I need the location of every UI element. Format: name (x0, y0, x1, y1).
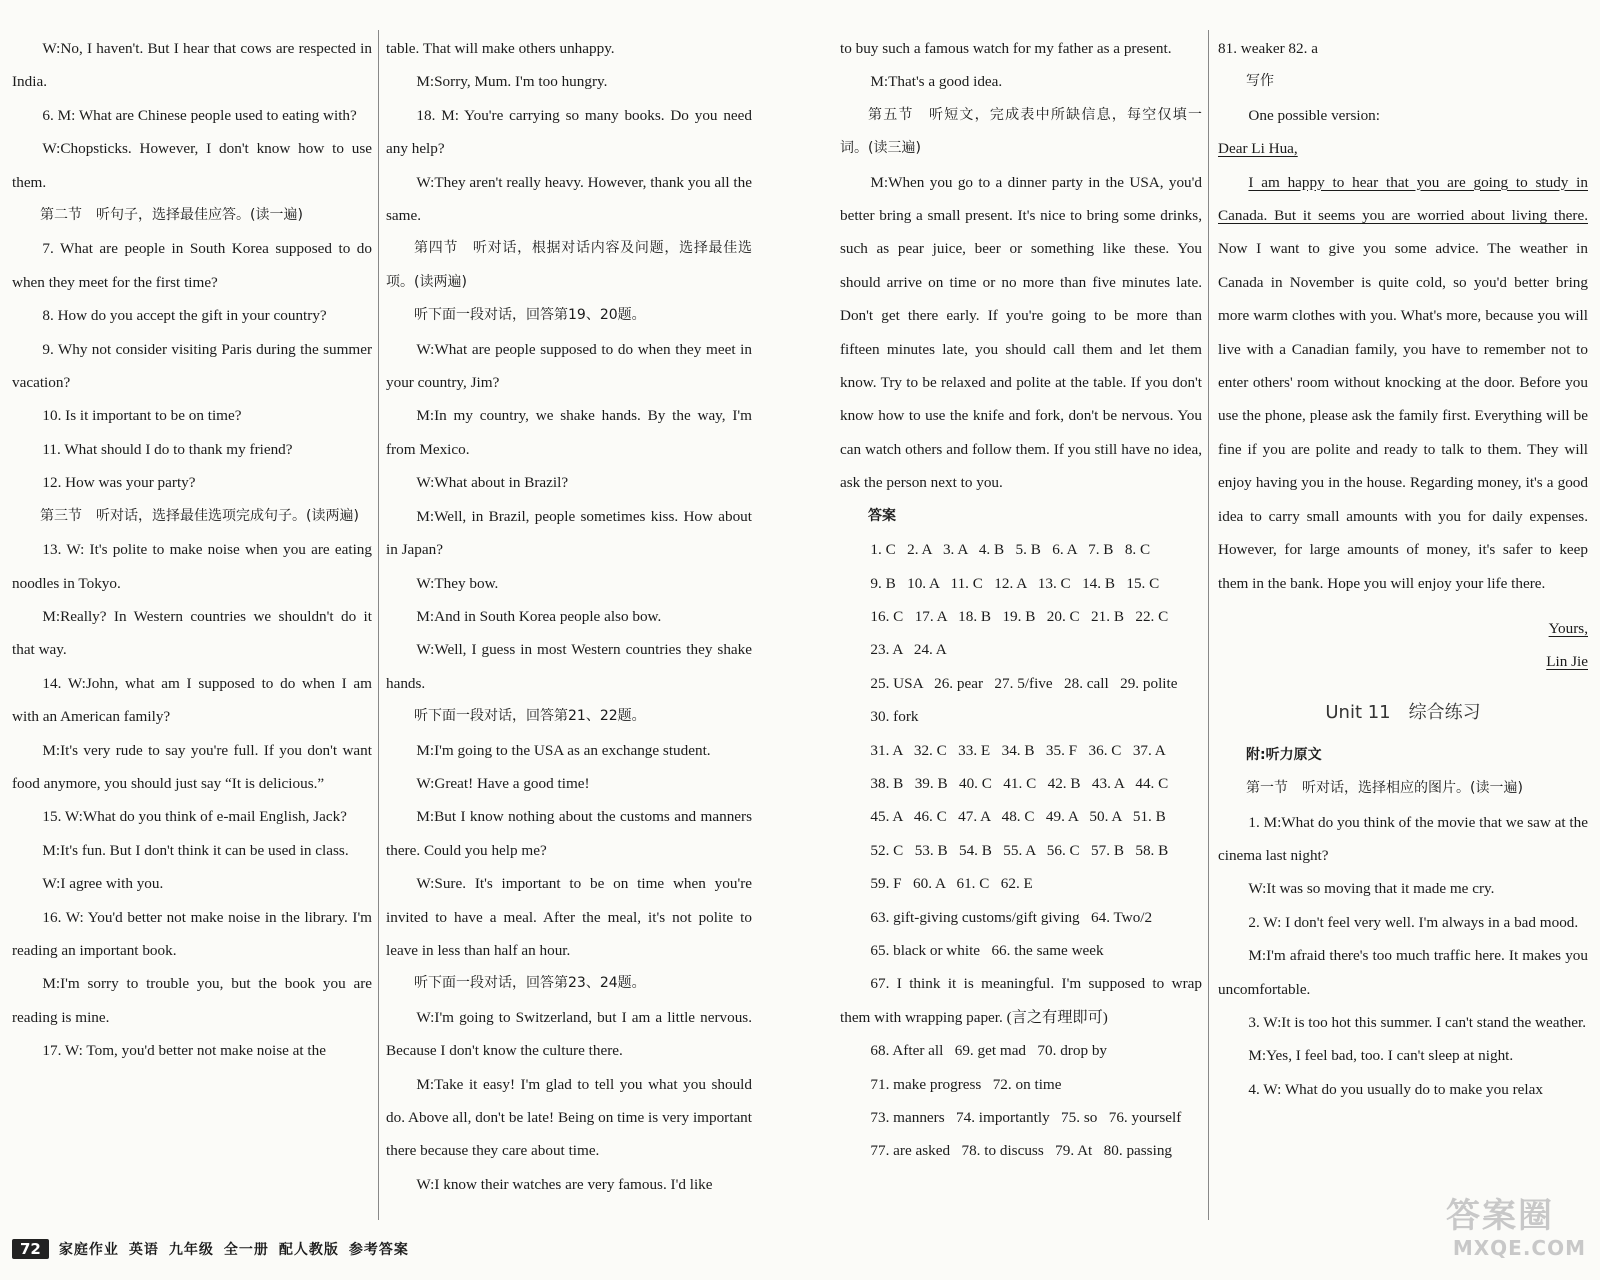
footer-text: 全一册 (223, 1242, 269, 1258)
text-line: M:Yes, I feel bad, too. I can't sleep at night. (1248, 1047, 1514, 1065)
column-3 (840, 32, 1202, 1168)
page-number: 72 (12, 1239, 49, 1259)
text-line: W:What about in Brazil? (416, 474, 569, 492)
text-line: 10. Is it important to be on time? (42, 407, 242, 425)
text-line: M:It's very rude to say you're full. If you don't want food anymore, you should just say “It is delicious.” (12, 741, 372, 792)
page-footer (12, 1236, 409, 1262)
text-line: M:Really? In Western countries we shouldn't do it that way. (12, 607, 372, 659)
answer-line: 30. fork (870, 708, 919, 726)
answer-line: 16. C 17. A 18. B 19. B 20. C 21. B 22. C (870, 607, 1169, 625)
text-line: M:I'm sorry to trouble you, but the book you are reading is mine. (12, 975, 372, 1026)
section-heading: 第二节 听句子，选择最佳应答。(读一遍) (40, 207, 303, 224)
text-line: W:What are people supposed to do when they meet in your country, Jim? (386, 340, 752, 392)
text-line: M:Well, in Brazil, people sometimes kiss. How about in Japan? (386, 507, 752, 559)
text-line: 11. What should I do to thank my friend? (42, 440, 293, 458)
instruction: 听下面一段对话，回答第19、20题。 (414, 307, 646, 324)
section-heading: 第三节 听对话，选择最佳选项完成句子。(读两遍) (40, 507, 359, 524)
column-divider (378, 30, 379, 1220)
column-2 (386, 32, 752, 1201)
footer-text: 九年级 (168, 1242, 214, 1258)
text-line: W:No, I haven't. But I hear that cows are respected in India. (12, 40, 372, 91)
text-line: 3. W:It is too hot this summer. I can't stand the weather. (1248, 1013, 1587, 1031)
text-line: W:I agree with you. (42, 875, 164, 893)
letter-underlined-text: I am happy to hear that you are going to study in Canada. But it seems you are worried about living there. (1218, 173, 1588, 225)
passage-text: M:When you go to a dinner party in the USA, you'd better bring a small present. It's nice to bring some drinks, such as pear juice, beer or something like these. You should arrive on time or no more than five minutes late. Don't get there early. If you're going to be more than fifteen minutes late, you should call them and let them know. Try to be relaxed and polite at the table. If you don't know how to use the knife and fork, don't be nervous. You can watch others and follow them. If you still have no idea, ask the person next to you. (840, 173, 1202, 492)
answer-line: 67. I think it is meaningful. I'm supposed to wrap them with wrapping paper. (言之有理即可) (840, 975, 1202, 1026)
text-line: table. That will make others unhappy. (386, 40, 615, 57)
text-line: 9. Why not consider visiting Paris during the summer vacation? (12, 340, 372, 392)
writing-heading: 写作 (1246, 73, 1274, 90)
answer-line: 71. make progress 72. on time (870, 1075, 1062, 1093)
footer-text: 配人教版 (278, 1242, 339, 1258)
footer-text: 参考答案 (348, 1242, 409, 1258)
letter-signature: Lin Jie (1546, 653, 1588, 671)
text-line: 7. What are people in South Korea supposed to do when they meet for the first time? (12, 240, 372, 291)
text-line: 4. W: What do you usually do to make you relax (1248, 1080, 1543, 1098)
letter-closing: Yours, (1548, 619, 1588, 637)
answer-line: 63. gift-giving customs/gift giving 64. Two/2 (870, 908, 1153, 926)
text-line: 6. M: What are Chinese people used to eating with? (42, 106, 357, 124)
text-line: 12. How was your party? (42, 474, 196, 492)
footer-text: 家庭作业 (58, 1242, 119, 1258)
text-line: M:In my country, we shake hands. By the way, I'm from Mexico. (386, 407, 752, 458)
text-line: W:I'm going to Switzerland, but I am a little nervous. Because I don't know the culture there. (386, 1008, 752, 1060)
answer-line: 59. F 60. A 61. C 62. E (870, 875, 1033, 893)
footer-text: 英语 (128, 1242, 159, 1258)
instruction: 听下面一段对话，回答第23、24题。 (414, 975, 646, 992)
text-line: M:I'm afraid there's too much traffic here. It makes you uncomfortable. (1218, 947, 1588, 998)
answer-line: 23. A 24. A (870, 641, 947, 659)
answer-line: 38. B 39. B 40. C 41. C 42. B 43. A 44. C (870, 774, 1169, 792)
text-line: W:They bow. (416, 574, 499, 592)
text-line: 2. W: I don't feel very well. I'm always in a bad mood. (1248, 913, 1579, 931)
answer-line: 31. A 32. C 33. E 34. B 35. F 36. C 37. A (870, 741, 1166, 759)
text-line: M:That's a good idea. (870, 73, 1003, 91)
watermark-text: 答案圈 (1446, 1196, 1554, 1236)
text-line: M:And in South Korea people also bow. (416, 607, 662, 625)
text-line: M:It's fun. But I don't think it can be used in class. (42, 841, 349, 859)
text-line: 17. W: Tom, you'd better not make noise at the (42, 1042, 326, 1060)
text-line: M:I'm going to the USA as an exchange student. (416, 741, 711, 759)
unit-title: Unit 11 综合练习 (1325, 701, 1481, 723)
text-line: M:Sorry, Mum. I'm too hungry. (416, 73, 608, 91)
text-line: 16. W: You'd better not make noise in the library. I'm reading an important book. (12, 908, 372, 959)
text-line: 14. W:John, what am I supposed to do when I am with an American family? (12, 674, 372, 726)
instruction: 听下面一段对话，回答第21、22题。 (414, 708, 646, 725)
section-heading: 第五节 听短文，完成表中所缺信息，每空仅填一词。(读三遍) (840, 106, 1202, 157)
letter-body (1218, 166, 1588, 600)
text-line: W:They aren't really heavy. However, thank you all the same. (386, 173, 752, 225)
text-line: W:Well, I guess in most Western countries they shake hands. (386, 641, 752, 692)
letter-text: Now I want to give you some advice. The weather in Canada in November is quite cold, so you'd better bring more warm clothes with you. What's more, because you will live with a Canadian family, you have to remember not to enter others' room without knocking at the door. Before you use the phone, please ask the family first. Everything will be fine if you are polite and ready to talk to them. They will enjoy having you in the house. Regarding money, it's a good idea to carry small amounts with you for daily expenses. However, for large amounts of money, it's safer to keep them in the bank. Hope you will enjoy your life there. (1218, 240, 1588, 592)
text-line: 18. M: You're carrying so many books. Do you need any help? (386, 106, 752, 158)
answer-line: 68. After all 69. get mad 70. drop by (870, 1042, 1108, 1060)
answer-line: 9. B 10. A 11. C 12. A 13. C 14. B 15. C (870, 574, 1160, 592)
answers-heading: 答案 (868, 507, 896, 524)
answer-line: 81. weaker 82. a (1218, 40, 1318, 57)
answer-line: 52. C 53. B 54. B 55. A 56. C 57. B 58. B (870, 841, 1169, 859)
text-line: 13. W: It's polite to make noise when you are eating noodles in Tokyo. (12, 541, 372, 592)
text-line: 8. How do you accept the gift in your country? (42, 307, 327, 325)
answer-line: 65. black or white 66. the same week (870, 941, 1104, 959)
text-line: M:But I know nothing about the customs and manners there. Could you help me? (386, 808, 752, 859)
text-line: W:Chopsticks. However, I don't know how to use them. (12, 140, 372, 191)
text-line: to buy such a famous watch for my father as a present. (840, 40, 1172, 57)
watermark-url: MXQE.COM (1452, 1236, 1586, 1260)
text-line: M:Take it easy! I'm glad to tell you what you should do. Above all, don't be late! Being on time is very important there because they care about time. (386, 1075, 752, 1160)
letter-salutation: Dear Li Hua, (1218, 140, 1298, 158)
answer-line: 45. A 46. C 47. A 48. C 49. A 50. A 51. B (870, 808, 1166, 826)
text-line: 1. M:What do you think of the movie that we saw at the cinema last night? (1218, 813, 1588, 864)
watermark-logo (1446, 1196, 1586, 1276)
column-1 (12, 32, 372, 1068)
appendix-heading: 附:听力原文 (1246, 746, 1322, 763)
answer-line: 73. manners 74. importantly 75. so 76. yourself (870, 1109, 1182, 1126)
section-heading: 第一节 听对话，选择相应的图片。(读一遍) (1246, 780, 1523, 797)
text-line: W:I know their watches are very famous. I'd like (416, 1175, 713, 1193)
answer-line: 1. C 2. A 3. A 4. B 5. B 6. A 7. B 8. C (870, 541, 1151, 559)
text-line: W:Great! Have a good time! (416, 774, 590, 792)
text-line: 15. W:What do you think of e-mail English, Jack? (42, 808, 347, 826)
text-line: W:Sure. It's important to be on time when you're invited to have a meal. After the meal, it's not polite to leave in less than half an hour. (386, 875, 752, 959)
answer-line: 25. USA 26. pear 27. 5/five 28. call 29. polite (870, 674, 1178, 692)
answer-line: 77. are asked 78. to discuss 79. At 80. passing (870, 1142, 1173, 1160)
text-line: W:It was so moving that it made me cry. (1248, 880, 1495, 898)
text-line: One possible version: (1248, 106, 1380, 124)
section-heading: 第四节 听对话，根据对话内容及问题，选择最佳选项。(读两遍) (386, 240, 752, 290)
column-divider (1208, 30, 1209, 1220)
column-4 (1218, 32, 1588, 1106)
